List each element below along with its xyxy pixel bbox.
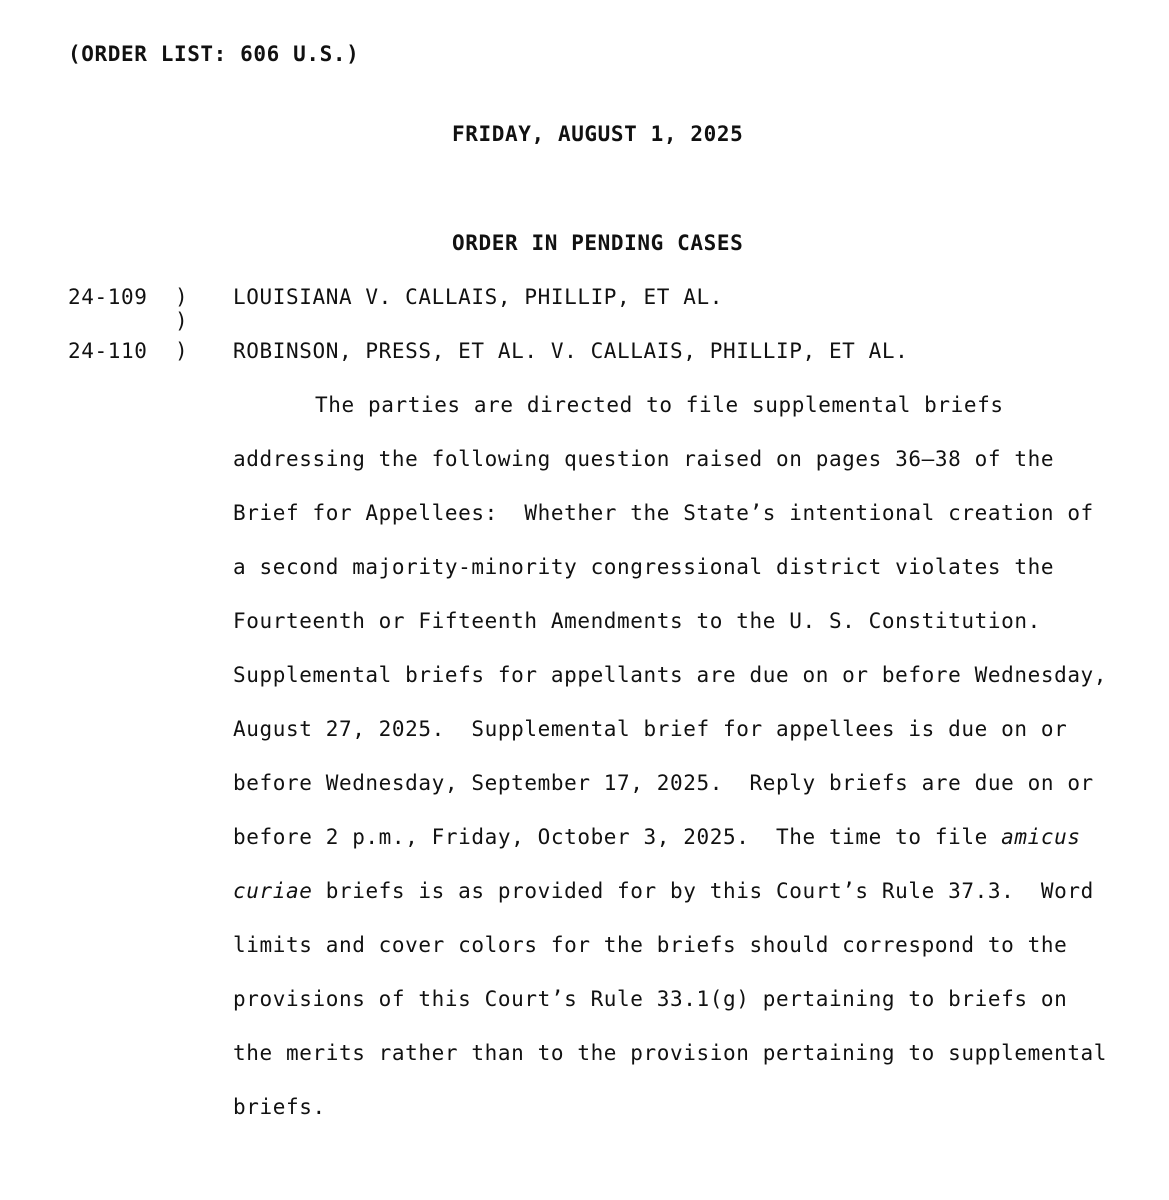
order-date: FRIDAY, AUGUST 1, 2025: [452, 122, 744, 146]
order-line-6: Supplemental briefs for appellants are due on or before Wednesday,: [233, 663, 1108, 687]
order-line-9: [233, 825, 1081, 849]
order-line-8: before Wednesday, September 17, 2025. Reply briefs are due on or: [233, 771, 1094, 795]
case-bracket-bottom: ): [175, 339, 189, 363]
order-line-10-text: briefs is as provided for by this Court’s Rule 37.3. Word: [312, 879, 1094, 903]
order-line-9-text: before 2 p.m., Friday, October 3, 2025. The time to file: [233, 825, 1002, 849]
case-caption-second: ROBINSON, PRESS, ET AL. V. CALLAIS, PHILLIP, ET AL.: [233, 339, 909, 363]
order-line-13: the merits rather than to the provision pertaining to supplemental: [233, 1041, 1108, 1065]
italic-curiae: curiae: [233, 879, 313, 903]
docket-number-first: 24-109: [68, 285, 148, 309]
docket-number-second: 24-110: [68, 339, 148, 363]
order-line-2: addressing the following question raised on pages 36–38 of the: [233, 447, 1055, 471]
order-line-1: The parties are directed to file supplemental briefs: [315, 393, 1004, 417]
case-bracket-middle: ): [175, 309, 189, 333]
order-line-12: provisions of this Court’s Rule 33.1(g) pertaining to briefs on: [233, 987, 1068, 1011]
order-line-7: August 27, 2025. Supplemental brief for appellees is due on or: [233, 717, 1068, 741]
order-line-4: a second majority-minority congressional district violates the: [233, 555, 1055, 579]
order-line-11: limits and cover colors for the briefs should correspond to the: [233, 933, 1068, 957]
order-line-14: briefs.: [233, 1095, 326, 1119]
italic-amicus: amicus: [1001, 825, 1081, 849]
order-line-5: Fourteenth or Fifteenth Amendments to the U. S. Constitution.: [233, 609, 1041, 633]
order-list-label: (ORDER LIST: 606 U.S.): [68, 42, 360, 66]
case-caption-first: LOUISIANA V. CALLAIS, PHILLIP, ET AL.: [233, 285, 723, 309]
section-title: ORDER IN PENDING CASES: [452, 231, 744, 255]
case-bracket-top: ): [175, 285, 189, 309]
order-line-10: [233, 879, 1094, 903]
order-line-3: Brief for Appellees: Whether the State’s intentional creation of: [233, 501, 1094, 525]
